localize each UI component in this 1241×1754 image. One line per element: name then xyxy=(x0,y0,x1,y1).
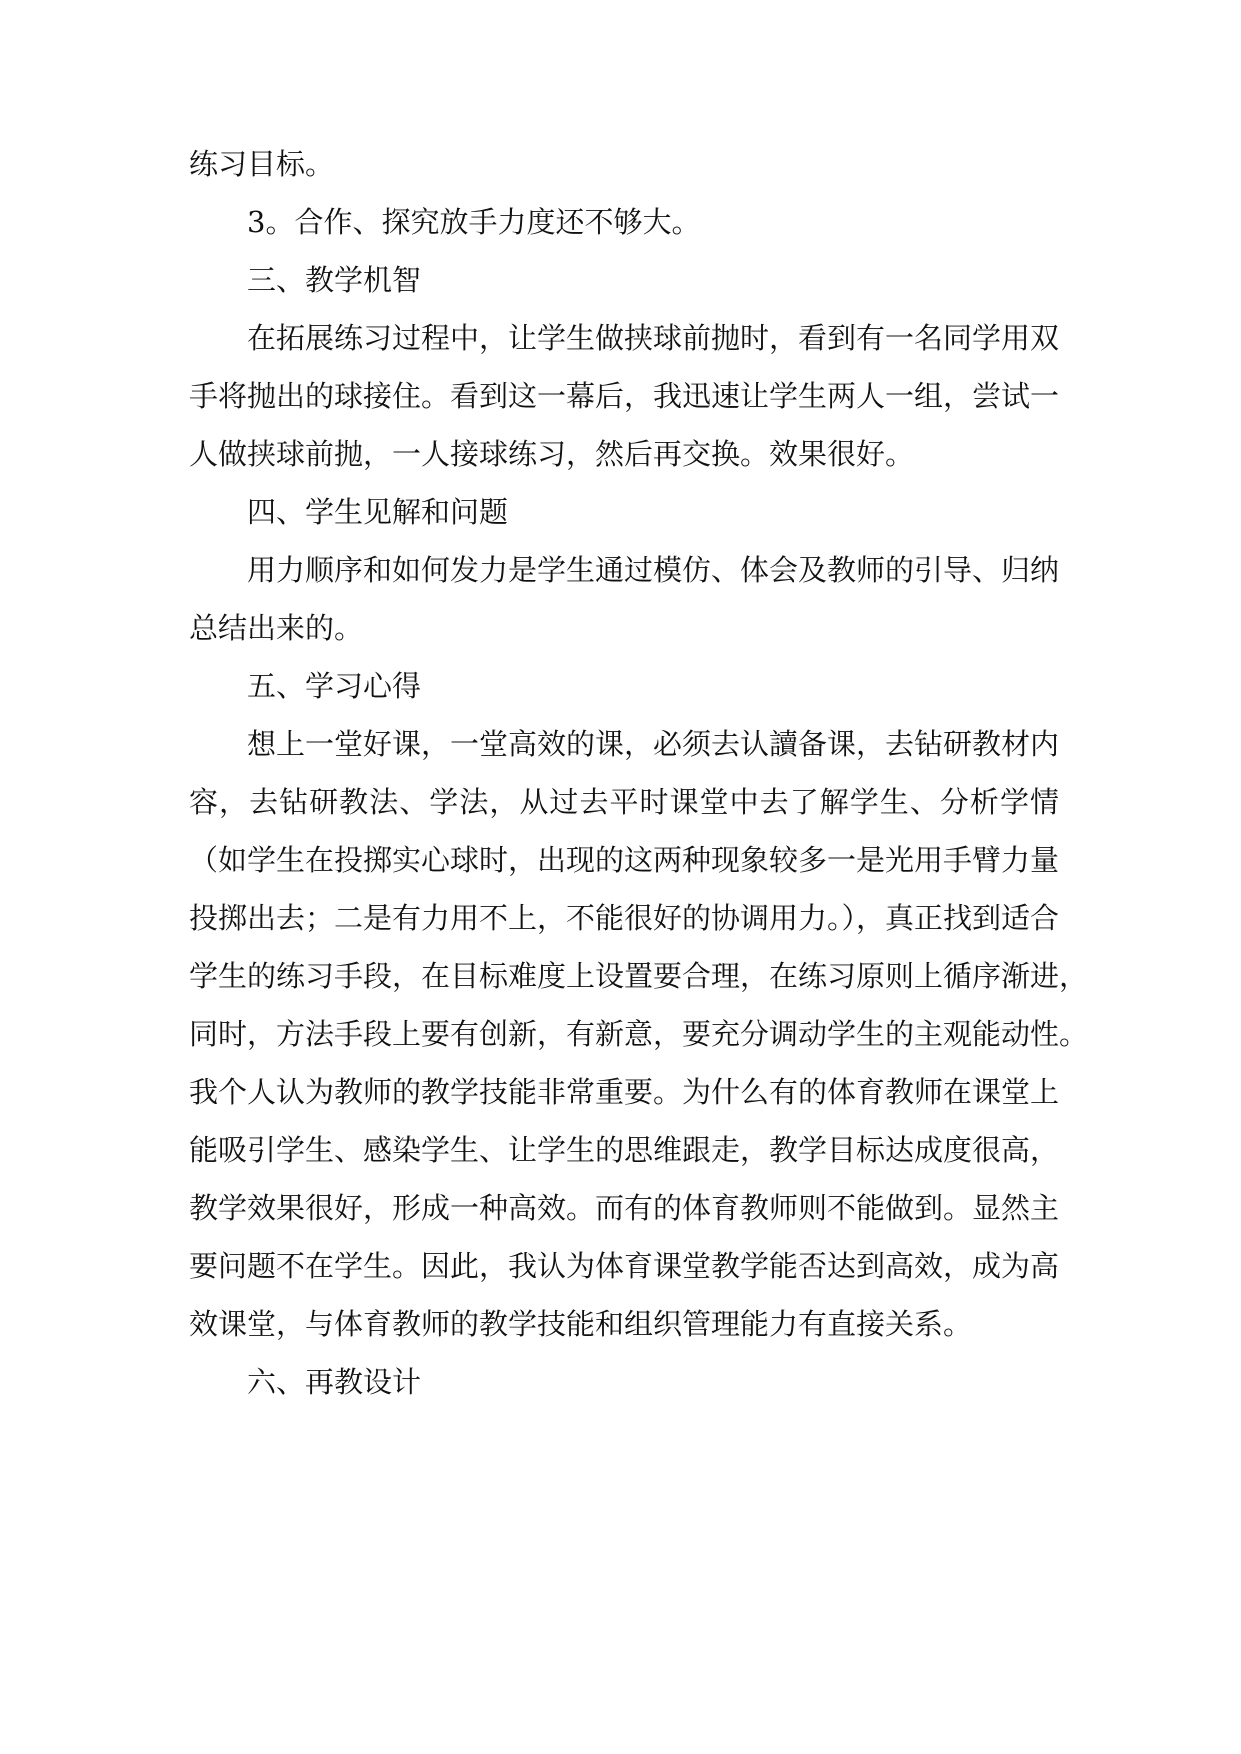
text-line: 容，去钻研教法、学法，从过去平时课堂中去了解学生、分析学情 xyxy=(189,785,1059,819)
section-heading: 三、教学机智 xyxy=(247,263,422,297)
section-heading: 五、学习心得 xyxy=(247,669,422,703)
text-line: 教学效果很好，形成一种高效。而有的体育教师则不能做到。显然主 xyxy=(189,1191,1060,1225)
list-item: 3。合作、探究放手力度还不够大。 xyxy=(247,205,701,239)
text-line: 要问题不在学生。因此，我认为体育课堂教学能否达到高效，成为高 xyxy=(189,1249,1060,1283)
section-heading: 四、学生见解和问题 xyxy=(247,495,509,529)
section-heading: 六、再教设计 xyxy=(247,1365,422,1399)
text-line: （如学生在投掷实心球时，出现的这两种现象较多一是光用手臂力量 xyxy=(189,843,1060,877)
text-line: 手将抛出的球接住。看到这一幕后，我迅速让学生两人一组，尝试一 xyxy=(189,379,1060,413)
text-line: 同时，方法手段上要有创新，有新意，要充分调动学生的主观能动性。 xyxy=(189,1017,1089,1051)
text-line: 在拓展练习过程中，让学生做挟球前抛时，看到有一名同学用双 xyxy=(247,321,1060,355)
text-line: 想上一堂好课，一堂高效的课，必须去认讀备课，去钻研教材内 xyxy=(247,727,1060,761)
text-line: 我个人认为教师的教学技能非常重要。为什么有的体育教师在课堂上 xyxy=(189,1075,1060,1109)
text-line: 能吸引学生、感染学生、让学生的思维跟走，教学目标达成度很高， xyxy=(189,1133,1060,1167)
text-line: 效课堂，与体育教师的教学技能和组织管理能力有直接关系。 xyxy=(189,1307,973,1341)
text-line: 练习目标。 xyxy=(189,147,335,181)
text-line: 人做挟球前抛，一人接球练习，然后再交换。效果很好。 xyxy=(189,437,915,471)
text-line: 投掷出去；二是有力用不上，不能很好的协调用力。），真正找到适合 xyxy=(189,901,1060,935)
text-line: 用力顺序和如何发力是学生通过模仿、体会及教师的引导、归纳 xyxy=(247,553,1060,587)
text-line: 总结出来的。 xyxy=(189,611,364,645)
text-line: 学生的练习手段，在目标难度上设置要合理，在练习原则上循序渐进， xyxy=(189,959,1089,993)
